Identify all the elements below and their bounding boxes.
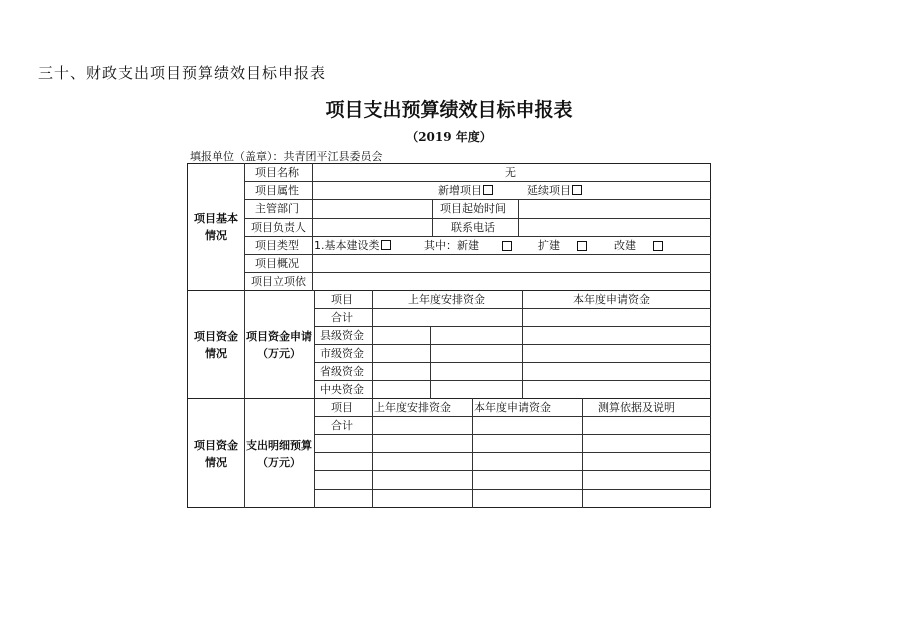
phone-label: 联系电话 xyxy=(451,221,495,234)
reporting-unit: 填报单位（盖章）：共青团平江县委员会 xyxy=(190,150,383,163)
project-name-value: 无 xyxy=(505,166,516,179)
person-label: 项目负责人 xyxy=(251,221,306,234)
funds-header-item: 项目 xyxy=(331,293,353,306)
funds-row-label: 省级资金 xyxy=(320,365,364,378)
checkbox-icon xyxy=(483,185,493,195)
basis-label: 项目立项依 xyxy=(251,275,306,288)
checkbox-icon xyxy=(653,241,663,251)
detail-header-last-year: 上年度安排资金 xyxy=(374,401,451,414)
funds-group-label: 项目资金情况 xyxy=(194,330,238,360)
type-label: 项目类型 xyxy=(255,239,299,252)
start-time-label: 项目起始时间 xyxy=(440,202,506,215)
checkbox-icon xyxy=(381,240,391,250)
project-name-label: 项目名称 xyxy=(255,166,299,179)
checkbox-icon xyxy=(577,241,587,251)
checkbox-icon xyxy=(502,241,512,251)
section-title: 三十、财政支出项目预算绩效目标申报表 xyxy=(38,64,327,82)
funds-sub-label: 项目资金申请（万元） xyxy=(246,330,312,360)
checkbox-icon xyxy=(572,185,582,195)
year-label: （2019 年度） xyxy=(406,130,492,144)
project-attr-label: 项目属性 xyxy=(255,184,299,197)
type-rebuild: 改建 xyxy=(614,239,636,252)
funds-row-label: 县级资金 xyxy=(320,329,364,342)
detail-sub-label: 支出明细预算（万元） xyxy=(246,439,312,469)
detail-header-item: 项目 xyxy=(331,401,353,414)
basic-group-label: 项目基本情况 xyxy=(194,212,238,242)
dept-label: 主管部门 xyxy=(255,202,299,215)
detail-group-label: 项目资金情况 xyxy=(194,439,238,469)
funds-row-label: 合计 xyxy=(331,311,353,324)
main-title: 项目支出预算绩效目标申报表 xyxy=(325,99,573,121)
funds-row-label: 中央资金 xyxy=(320,383,364,396)
type-expand: 扩建 xyxy=(538,239,560,252)
type-new: 其中：新建 xyxy=(424,239,479,252)
attr-continue-option: 延续项目 xyxy=(527,184,582,198)
funds-header-last-year: 上年度安排资金 xyxy=(408,293,485,306)
detail-header-this-year: 本年度申请资金 xyxy=(474,401,551,414)
detail-row-label: 合计 xyxy=(331,419,353,432)
attr-new-option: 新增项目 xyxy=(438,184,493,198)
funds-header-this-year: 本年度申请资金 xyxy=(573,293,650,306)
funds-row-label: 市级资金 xyxy=(320,347,364,360)
summary-label: 项目概况 xyxy=(255,257,299,270)
type-basic-construction: 1.基本建设类 xyxy=(314,239,391,253)
detail-header-basis: 测算依据及说明 xyxy=(598,401,675,414)
